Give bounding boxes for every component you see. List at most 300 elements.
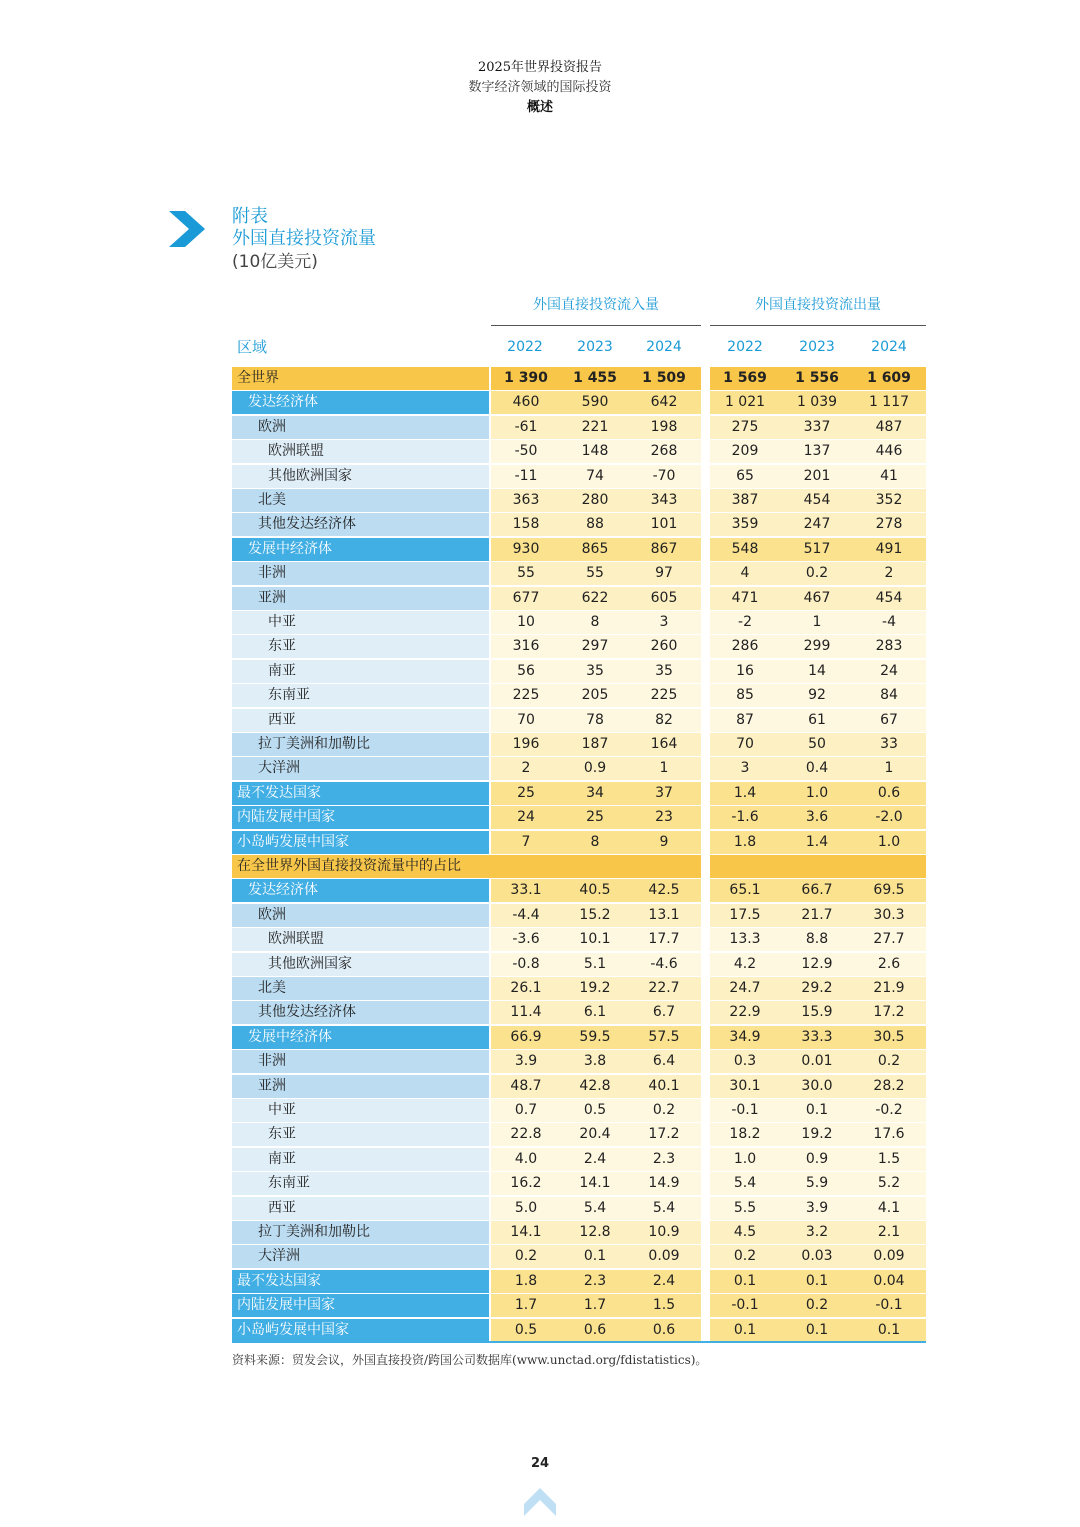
inflow-value: 196 xyxy=(512,736,540,752)
region-label: 小岛屿发展中国家 xyxy=(232,1319,489,1342)
table-row xyxy=(232,1123,926,1146)
inflow-value xyxy=(629,855,699,878)
outflow-value: 92 xyxy=(808,687,826,704)
page-number: 24 xyxy=(530,1456,550,1471)
table-row xyxy=(232,562,926,585)
outflow-value: 5.9 xyxy=(805,1175,829,1192)
inflow-value: 10 xyxy=(517,614,535,630)
outflow-year-header: 2023 xyxy=(799,339,835,355)
outflow-value: 17.2 xyxy=(873,1004,905,1021)
outflow-value: 209 xyxy=(731,443,759,460)
outflow-value: -1.6 xyxy=(731,809,759,826)
table-row xyxy=(232,1270,926,1293)
report-subtitle: 数字经济领域的国际投资 xyxy=(468,80,612,95)
inflow-value: 5.4 xyxy=(652,1199,676,1216)
outflow-value: 21.7 xyxy=(801,906,833,923)
inflow-value: 17.2 xyxy=(648,1126,680,1143)
outflow-value xyxy=(782,855,852,878)
outflow-value: 0.3 xyxy=(733,1053,757,1070)
outflow-value: 454 xyxy=(875,589,903,606)
inflow-value: 0.6 xyxy=(652,1321,676,1338)
outflow-value: 299 xyxy=(803,638,831,655)
outflow-value: 33 xyxy=(880,736,898,752)
region-label: 其他欧洲国家 xyxy=(232,953,489,976)
outflow-value: 67 xyxy=(880,711,898,728)
inflow-value: 198 xyxy=(650,418,678,435)
outflow-value: 275 xyxy=(731,418,759,435)
outflow-value: 0.1 xyxy=(877,1321,901,1338)
table-row xyxy=(232,587,926,610)
inflow-value: 187 xyxy=(581,736,609,752)
inflow-value: 3 xyxy=(659,614,669,630)
inflow-value: 4.0 xyxy=(514,1150,538,1167)
source-note: 资料来源：贸发会议，外国直接投资/跨国公司数据库(www.unctad.org/fdistatistics)。 xyxy=(232,1353,708,1367)
table-row xyxy=(232,928,926,951)
outflow-value: 278 xyxy=(875,516,903,533)
outflow-value: 3 xyxy=(740,760,750,777)
inflow-value: 0.2 xyxy=(652,1102,676,1118)
inflow-value: 56 xyxy=(517,662,535,679)
table-row xyxy=(232,953,926,976)
outflow-value: 14 xyxy=(808,662,826,679)
table-row xyxy=(232,391,926,414)
inflow-value: 363 xyxy=(512,492,540,508)
outflow-value: 70 xyxy=(736,736,754,752)
page-header xyxy=(0,58,1080,118)
region-label: 内陆发展中国家 xyxy=(232,806,489,829)
inflow-value: 2 xyxy=(521,760,531,777)
outflow-value: 5.2 xyxy=(877,1175,901,1192)
region-label: 非洲 xyxy=(232,1050,489,1073)
table-row xyxy=(232,660,926,683)
inflow-value: 24 xyxy=(517,809,535,826)
inflow-value: 0.5 xyxy=(583,1102,607,1118)
inflow-value: 316 xyxy=(512,638,540,655)
inflow-value: -3.6 xyxy=(512,931,540,948)
outflow-value: 21.9 xyxy=(873,980,905,996)
inflow-value: 268 xyxy=(650,443,678,460)
table-row xyxy=(232,1075,926,1098)
outflow-value: 0.1 xyxy=(805,1272,829,1289)
outflow-value: 3.9 xyxy=(805,1199,829,1216)
outflow-value: 286 xyxy=(731,638,759,655)
outflow-value: 65 xyxy=(736,467,754,484)
region-label: 东亚 xyxy=(232,635,489,658)
inflow-value: 8 xyxy=(590,614,600,630)
outflow-value: 467 xyxy=(803,589,831,606)
inflow-value: 1.8 xyxy=(514,1272,538,1289)
outflow-value: 1.4 xyxy=(805,833,829,850)
outflow-value xyxy=(710,855,780,878)
inflow-value: 2.3 xyxy=(583,1272,607,1289)
inflow-value: 605 xyxy=(650,589,678,606)
inflow-value: 460 xyxy=(512,394,540,411)
inflow-value: 677 xyxy=(512,589,540,606)
region-label: 东亚 xyxy=(232,1123,489,1146)
inflow-value: 34 xyxy=(586,784,604,801)
outflow-value: 28.2 xyxy=(873,1077,905,1094)
inflow-value: 221 xyxy=(581,418,609,435)
table-row xyxy=(232,1221,926,1244)
inflow-value: 642 xyxy=(650,394,678,411)
outflow-value: 0.04 xyxy=(873,1272,905,1289)
outflow-year-header: 2022 xyxy=(727,339,763,355)
outflow-value: 2.6 xyxy=(877,955,901,972)
outflow-value: 337 xyxy=(803,418,831,435)
outflow-value: 85 xyxy=(736,687,754,704)
table-row xyxy=(232,1026,926,1049)
outflow-value: 0.1 xyxy=(733,1321,757,1338)
region-label: 东南亚 xyxy=(232,684,489,707)
outflow-value: 1.0 xyxy=(733,1150,757,1167)
region-label: 最不发达国家 xyxy=(232,1270,489,1293)
outflow-value: 16 xyxy=(736,662,754,679)
inflow-value: 97 xyxy=(655,565,673,582)
inflow-value: 8 xyxy=(590,833,600,850)
inflow-value: 14.1 xyxy=(579,1175,611,1192)
outflow-value: 0.9 xyxy=(805,1150,829,1167)
inflow-value: 35 xyxy=(655,662,673,679)
outflow-year-header: 2024 xyxy=(871,339,907,355)
outflow-value: 5.5 xyxy=(733,1199,757,1216)
outflow-value: 0.09 xyxy=(873,1248,905,1265)
table-row xyxy=(232,879,926,902)
outflow-value: -2.0 xyxy=(875,809,903,826)
inflow-value: 622 xyxy=(581,589,609,606)
inflow-value: 10.1 xyxy=(579,931,611,948)
inflow-value: 20.4 xyxy=(579,1126,611,1143)
chevron-up-icon[interactable] xyxy=(522,1484,558,1520)
region-label: 拉丁美洲和加勒比 xyxy=(232,1221,489,1244)
inflow-value: 164 xyxy=(650,736,678,752)
table-row xyxy=(232,977,926,1000)
inflow-value: 158 xyxy=(512,516,540,533)
table-row xyxy=(232,416,926,439)
outflow-value: 283 xyxy=(875,638,903,655)
inflow-value: 1 509 xyxy=(642,370,686,386)
inflow-value: 55 xyxy=(517,565,535,582)
inflow-value: 5.0 xyxy=(514,1199,538,1216)
outflow-value: 548 xyxy=(731,540,759,557)
outflow-value: 487 xyxy=(875,418,903,435)
inflow-value: 42.5 xyxy=(648,882,680,899)
outflow-value: 2 xyxy=(884,565,894,582)
outflow-value: 3.2 xyxy=(805,1224,829,1240)
region-label: 亚洲 xyxy=(232,1075,489,1098)
inflow-value: 12.8 xyxy=(579,1224,611,1240)
outflow-value: 30.0 xyxy=(801,1077,833,1094)
outflow-value: 201 xyxy=(803,467,831,484)
outflow-value: 0.2 xyxy=(733,1248,757,1265)
region-label: 小岛屿发展中国家 xyxy=(232,831,489,854)
region-column-header: 区域 xyxy=(237,338,268,356)
outflow-value: 1 xyxy=(884,760,894,777)
table-row xyxy=(232,538,926,561)
outflow-value: 1 021 xyxy=(724,394,766,411)
inflow-value: 74 xyxy=(586,467,604,484)
inflow-value: 59.5 xyxy=(579,1028,611,1045)
inflow-value: -11 xyxy=(514,467,538,484)
region-label: 欧洲联盟 xyxy=(232,928,489,951)
table-row xyxy=(232,904,926,927)
inflow-value: 78 xyxy=(586,711,604,728)
inflow-value: 6.4 xyxy=(652,1053,676,1070)
outflow-value: 24.7 xyxy=(729,980,761,996)
outflow-value: 17.5 xyxy=(729,906,761,923)
table-row xyxy=(232,367,926,390)
outflow-value: 3.6 xyxy=(805,809,829,826)
inflow-value: 3.8 xyxy=(583,1053,607,1070)
year-header-row xyxy=(0,336,1080,358)
outflow-value: 15.9 xyxy=(801,1004,833,1021)
outflow-value: 41 xyxy=(880,467,898,484)
outflow-value: 33.3 xyxy=(801,1028,833,1045)
inflow-value: 0.6 xyxy=(583,1321,607,1338)
inflow-value: 88 xyxy=(586,516,604,533)
outflow-value: 24 xyxy=(880,662,898,679)
inflow-value: 33.1 xyxy=(510,882,542,899)
inflow-value: 23 xyxy=(655,809,673,826)
region-label: 东南亚 xyxy=(232,1172,489,1195)
outflow-value: 34.9 xyxy=(729,1028,761,1045)
region-label: 拉丁美洲和加勒比 xyxy=(232,733,489,756)
table-row xyxy=(232,1148,926,1171)
inflow-value: 1 455 xyxy=(573,370,617,386)
region-label: 内陆发展中国家 xyxy=(232,1294,489,1317)
inflow-value: 101 xyxy=(650,516,678,533)
outflow-value: 4.5 xyxy=(733,1224,757,1240)
inflow-value: 0.09 xyxy=(648,1248,680,1265)
inflow-value: 15.2 xyxy=(579,906,611,923)
outflow-value: 5.4 xyxy=(733,1175,757,1192)
outflow-value: 446 xyxy=(875,443,903,460)
inflow-value: 26.1 xyxy=(510,980,542,996)
table-row xyxy=(232,1050,926,1073)
outflow-value: 352 xyxy=(875,492,903,508)
inflow-year-header: 2023 xyxy=(577,339,613,355)
outflow-value: 30.5 xyxy=(873,1028,905,1045)
table-row xyxy=(232,855,926,878)
inflow-value: 48.7 xyxy=(510,1077,542,1094)
outflow-value: -0.2 xyxy=(875,1102,903,1118)
inflow-value: 225 xyxy=(512,687,540,704)
inflow-value: 19.2 xyxy=(579,980,611,996)
outflow-value: 13.3 xyxy=(729,931,761,948)
inflow-value: 2.4 xyxy=(583,1150,607,1167)
table-row xyxy=(232,1172,926,1195)
table-row xyxy=(232,1294,926,1317)
inflow-value: 1 xyxy=(659,760,669,777)
region-label: 非洲 xyxy=(232,562,489,585)
region-label: 西亚 xyxy=(232,1197,489,1220)
outflow-value: 0.1 xyxy=(733,1272,757,1289)
outflow-value: 387 xyxy=(731,492,759,508)
table-row xyxy=(232,831,926,854)
inflow-value: 16.2 xyxy=(510,1175,542,1192)
table-row xyxy=(232,1245,926,1268)
outflow-value: 0.2 xyxy=(805,565,829,582)
region-label: 欧洲 xyxy=(232,904,489,927)
outflow-value: 30.1 xyxy=(729,1077,761,1094)
inflow-value: 70 xyxy=(517,711,535,728)
inflow-value: 930 xyxy=(512,540,540,557)
table-title: 外国直接投资流量 xyxy=(232,228,376,249)
inflow-value: 35 xyxy=(586,662,604,679)
outflow-value: 0.2 xyxy=(805,1297,829,1314)
region-label: 最不发达国家 xyxy=(232,782,489,805)
table-unit: (10亿美元) xyxy=(232,252,318,272)
table-row xyxy=(232,684,926,707)
inflow-value: 14.9 xyxy=(648,1175,680,1192)
outflow-value: 84 xyxy=(880,687,898,704)
inflow-value: 1.7 xyxy=(514,1297,538,1314)
outflow-value: 4 xyxy=(740,565,750,582)
outflow-value: 4.1 xyxy=(877,1199,901,1216)
outflow-value: 1.0 xyxy=(805,784,829,801)
inflow-year-header: 2024 xyxy=(646,339,682,355)
inflow-value: 25 xyxy=(586,809,604,826)
outflow-value: 69.5 xyxy=(873,882,905,899)
inflow-year-header: 2022 xyxy=(507,339,543,355)
table-row xyxy=(232,1197,926,1220)
region-label: 发达经济体 xyxy=(232,879,489,902)
inflow-value: 6.1 xyxy=(583,1004,607,1021)
outflow-value: -4 xyxy=(882,614,896,630)
inflow-value xyxy=(560,855,630,878)
inflow-value: 297 xyxy=(581,638,609,655)
inflow-value: 10.9 xyxy=(648,1224,680,1240)
region-label: 欧洲 xyxy=(232,416,489,439)
inflow-value: 0.1 xyxy=(583,1248,607,1265)
outflow-value: 50 xyxy=(808,736,826,752)
outflow-value: 2.1 xyxy=(877,1224,901,1240)
inflow-value: 1.5 xyxy=(652,1297,676,1314)
inflow-value: -0.8 xyxy=(512,955,540,972)
inflow-value: 865 xyxy=(581,540,609,557)
inflow-value: 22.8 xyxy=(510,1126,542,1143)
region-label: 大洋洲 xyxy=(232,757,489,780)
inflow-value: 42.8 xyxy=(579,1077,611,1094)
outflow-value: 1 xyxy=(812,614,822,630)
outflow-value: 27.7 xyxy=(873,931,905,948)
table-row xyxy=(232,782,926,805)
outflow-value: 19.2 xyxy=(801,1126,833,1143)
outflow-value: 1.5 xyxy=(877,1150,901,1167)
table-row xyxy=(232,440,926,463)
outflow-value: -0.1 xyxy=(731,1102,759,1118)
table-row xyxy=(232,806,926,829)
table-row xyxy=(232,733,926,756)
inflow-value: 22.7 xyxy=(648,980,680,996)
inflow-value: 5.1 xyxy=(583,955,607,972)
region-label: 西亚 xyxy=(232,709,489,732)
table-row xyxy=(232,513,926,536)
table-row xyxy=(232,709,926,732)
outflow-value: 0.6 xyxy=(877,784,901,801)
outflow-value: 247 xyxy=(803,516,831,533)
outflow-value: 454 xyxy=(803,492,831,508)
table-row xyxy=(232,1319,926,1342)
table-row xyxy=(232,635,926,658)
region-label: 北美 xyxy=(232,489,489,512)
inflow-value: 1.7 xyxy=(583,1297,607,1314)
inflow-value: 66.9 xyxy=(510,1028,542,1045)
outflow-value: -0.1 xyxy=(731,1297,759,1314)
inflow-value: 2.3 xyxy=(652,1150,676,1167)
region-label: 全世界 xyxy=(232,367,489,390)
inflow-value: 260 xyxy=(650,638,678,655)
outflow-group-header: 外国直接投资流出量 xyxy=(710,294,926,326)
region-label: 中亚 xyxy=(232,1099,489,1122)
outflow-value: 1 609 xyxy=(867,370,911,386)
inflow-value: 0.2 xyxy=(514,1248,538,1265)
annex-label: 附表 xyxy=(232,206,268,227)
inflow-value: 867 xyxy=(650,540,678,557)
outflow-value: 137 xyxy=(803,443,831,460)
outflow-value: 87 xyxy=(736,711,754,728)
outflow-value: 0.2 xyxy=(877,1053,901,1070)
inflow-value: -61 xyxy=(514,418,538,435)
chevron-right-icon xyxy=(167,209,207,249)
inflow-value: -4.6 xyxy=(650,955,678,972)
region-label: 其他发达经济体 xyxy=(232,513,489,536)
region-label: 发达经济体 xyxy=(232,391,489,414)
table-row xyxy=(232,611,926,634)
inflow-value: 225 xyxy=(650,687,678,704)
outflow-value: 1 039 xyxy=(796,394,838,411)
outflow-value: 0.03 xyxy=(801,1248,833,1265)
inflow-group-header: 外国直接投资流入量 xyxy=(491,294,701,326)
region-label: 南亚 xyxy=(232,1148,489,1171)
outflow-value: 1.0 xyxy=(877,833,901,850)
region-label: 其他发达经济体 xyxy=(232,1001,489,1024)
table-row xyxy=(232,489,926,512)
inflow-value: -4.4 xyxy=(512,906,540,923)
inflow-value: 14.1 xyxy=(510,1224,542,1240)
outflow-value: 8.8 xyxy=(805,931,829,948)
inflow-value: 40.5 xyxy=(579,882,611,899)
inflow-value: 9 xyxy=(659,833,669,850)
outflow-value: -0.1 xyxy=(875,1297,903,1314)
region-label: 欧洲联盟 xyxy=(232,440,489,463)
outflow-value: -2 xyxy=(738,614,752,630)
region-label: 北美 xyxy=(232,977,489,1000)
inflow-value: 0.5 xyxy=(514,1321,538,1338)
inflow-value: 37 xyxy=(655,784,673,801)
inflow-value: -70 xyxy=(652,467,676,484)
region-label: 发展中经济体 xyxy=(232,1026,489,1049)
outflow-value: 491 xyxy=(875,540,903,557)
outflow-value: 12.9 xyxy=(801,955,833,972)
region-label: 中亚 xyxy=(232,611,489,634)
inflow-value: 6.7 xyxy=(652,1004,676,1021)
inflow-value: 343 xyxy=(650,492,678,508)
inflow-value: 17.7 xyxy=(648,931,680,948)
outflow-value xyxy=(854,855,924,878)
inflow-value: 7 xyxy=(521,833,531,850)
report-title: 2025年世界投资报告 xyxy=(477,60,603,75)
outflow-value: 1 569 xyxy=(723,370,767,386)
outflow-value: 0.01 xyxy=(801,1053,833,1070)
inflow-value: 13.1 xyxy=(648,906,680,923)
outflow-value: 30.3 xyxy=(873,906,905,923)
inflow-value: 3.9 xyxy=(514,1053,538,1070)
table-row xyxy=(232,1099,926,1122)
region-label: 南亚 xyxy=(232,660,489,683)
inflow-value: 1 390 xyxy=(504,370,548,386)
table-row xyxy=(232,465,926,488)
inflow-value: 25 xyxy=(517,784,535,801)
